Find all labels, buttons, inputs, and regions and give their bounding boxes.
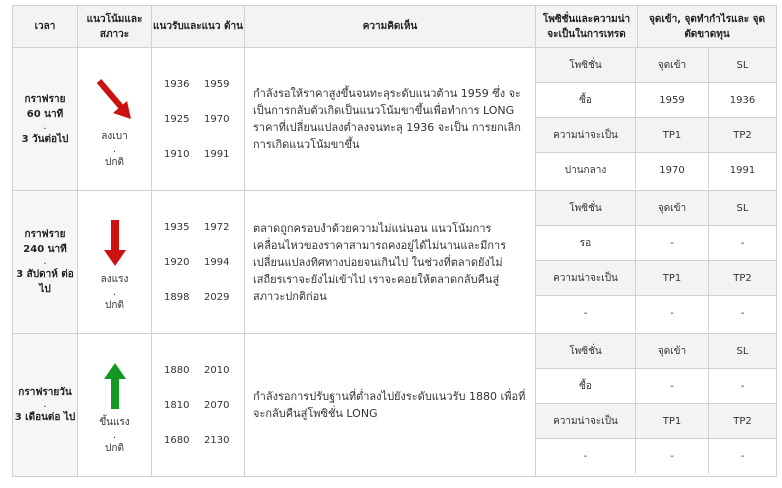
grid-cell: - [536, 296, 636, 331]
resistance-level: 1991 [204, 148, 230, 160]
forecast-table [12, 5, 777, 477]
support-level: 1910 [164, 148, 190, 160]
grid-cell: TP1 [636, 118, 709, 153]
grid-cell: - [709, 369, 776, 404]
position-grid [536, 191, 776, 331]
support-level: 1935 [164, 221, 190, 233]
grid-cell: 1991 [729, 165, 756, 176]
grid-cell: ความน่าจะเป็น [536, 118, 636, 153]
position-grid-cell [536, 191, 777, 334]
grid-cell: 1970 [636, 153, 709, 188]
header-levels: แนวรับและแนว ต้าน [152, 6, 245, 48]
grid-cell: TP2 [709, 118, 776, 153]
period-line: กราฟราย [24, 229, 66, 240]
grid-cell: - [536, 439, 636, 474]
comment-cell: กำลังรอให้ราคาสูงขึ้นจนทะลุระดับแนวต้าน 1959 ซึ่ง จะเป็นการกลับตัวเกิดเป็นแนวโน้มขาขึ้นเพื่อทำการ LONG ราคาที่เปลี่ยนแปลงต่ำลงจนทะลุ 1936 จะเป็น การยกเลิกการเกิดแนวโน้มขาขึ้น [245, 48, 536, 191]
down-arrow-icon [78, 213, 151, 273]
level-pair [164, 137, 244, 172]
grid-cell: - [636, 226, 709, 261]
level-pair [164, 245, 244, 280]
trend-cell [78, 191, 152, 334]
support-level: 1925 [164, 113, 190, 125]
grid-cell: - [740, 308, 745, 319]
trend-cell [78, 334, 152, 477]
level-pair [164, 210, 244, 245]
grid-cell: - [709, 226, 776, 261]
resistance-level: 1970 [204, 113, 230, 125]
grid-cell: โพซิชั่น [536, 48, 636, 83]
levels-cell [152, 334, 245, 477]
resistance-level: 2029 [204, 291, 230, 303]
period-line: 60 นาที [26, 108, 64, 120]
support-level: 1680 [164, 434, 190, 446]
grid-cell: รอ [536, 226, 636, 261]
header-position: โพซิชั่นและความน่า จะเป็นในการเทรด [536, 6, 638, 48]
period-dot: . [43, 399, 47, 410]
trend-state: ปกติ [105, 299, 124, 311]
grid-cell: SL [709, 334, 776, 369]
resistance-level: 1972 [204, 221, 230, 233]
position-grid-cell [536, 48, 777, 191]
period-dot: . [43, 120, 47, 132]
grid-cell: ปานกลาง [536, 153, 636, 188]
period-line: 3 เดือนต่อ ไป [14, 412, 76, 423]
support-level: 1880 [164, 364, 190, 376]
resistance-level: 1959 [204, 78, 230, 90]
grid-cell: ซื้อ [536, 369, 636, 404]
grid-cell: 1959 [636, 83, 709, 118]
trend-state: ปกติ [105, 442, 124, 454]
grid-cell: TP2 [709, 404, 776, 439]
header-row [13, 6, 777, 48]
resistance-level: 2130 [204, 434, 230, 446]
comment-cell: ตลาดถูกครอบงำด้วยความไม่แน่นอน แนวโน้มการ เคลื่อนไหวของราคาสามารถคงอยู่ได้ไม่นานและมีการ เปลี่ยนแปลงทิศทางบ่อยจนเกินไป ในช่วงที่ตลาดยังไม่ เสถียรเราจะยังไม่เข้าไป เราจะคอยให้ตลาดกลับคืนสู่ สภาวะปกติก่อน [245, 191, 536, 334]
levels-cell [152, 191, 245, 334]
period-cell [13, 48, 78, 191]
period-line: 3 สัปดาห์ ต่อไป [16, 269, 74, 295]
trend-dot: . [112, 429, 117, 441]
trend-word: ลงเบา [101, 130, 128, 142]
level-pair [164, 280, 244, 315]
position-grid [536, 48, 776, 188]
grid-cell: จุดเข้า [636, 48, 709, 83]
position-grid-cell [536, 334, 777, 477]
header-comment: ความคิดเห็น [245, 6, 536, 48]
grid-cell: จุดเข้า [636, 191, 709, 226]
grid-cell: SL [709, 48, 776, 83]
level-pair [164, 423, 244, 458]
grid-cell: TP1 [636, 261, 709, 296]
period-cell [13, 334, 78, 477]
level-pair [164, 353, 244, 388]
level-pair [164, 388, 244, 423]
down-right-arrow-icon [78, 70, 151, 130]
header-trend: แนวโน้มและ สภาวะ [78, 6, 152, 48]
levels-cell [152, 48, 245, 191]
period-line: 240 นาที [23, 244, 67, 255]
period-dot: . [43, 256, 47, 267]
grid-cell: - [740, 451, 745, 462]
support-level: 1810 [164, 399, 190, 411]
grid-cell: โพซิชั่น [536, 191, 636, 226]
trend-cell [78, 48, 152, 191]
trend-word: ขึ้นแรง [99, 416, 130, 428]
grid-cell: ความน่าจะเป็น [536, 404, 636, 439]
grid-cell: TP1 [636, 404, 709, 439]
grid-cell: 1936 [709, 83, 776, 118]
support-level: 1920 [164, 256, 190, 268]
grid-cell: SL [709, 191, 776, 226]
grid-cell: ซื้อ [536, 83, 636, 118]
header-entry: จุดเข้า, จุดทำกำไรและ จุดตัดขาดทุน [638, 6, 777, 48]
table-row [13, 48, 777, 191]
header-time: เวลา [13, 6, 78, 48]
period-line: กราฟราย [24, 93, 66, 105]
period-cell [13, 191, 78, 334]
trend-dot: . [112, 143, 117, 155]
table-row [13, 191, 777, 334]
level-pair [164, 67, 244, 102]
support-level: 1936 [164, 78, 190, 90]
period-line: กราฟรายวัน [18, 387, 72, 398]
grid-cell: - [636, 369, 709, 404]
resistance-level: 2010 [204, 364, 230, 376]
grid-cell: โพซิชั่น [536, 334, 636, 369]
grid-cell: - [636, 439, 709, 474]
resistance-level: 2070 [204, 399, 230, 411]
trend-dot: . [112, 286, 117, 298]
trend-word: ลงแรง [100, 273, 129, 285]
period-line: 3 วันต่อไป [21, 133, 69, 145]
trend-state: ปกติ [105, 156, 124, 168]
position-grid [536, 334, 776, 474]
table-row [13, 334, 777, 477]
grid-cell: TP2 [709, 261, 776, 296]
comment-cell: กำลังรอการปรับฐานที่ต่ำลงไปยังระดับแนวรับ 1880 เพื่อที่จะกลับคืนสู่โพซิชั่น LONG [245, 334, 536, 477]
up-arrow-icon [78, 356, 151, 416]
support-level: 1898 [164, 291, 190, 303]
level-pair [164, 102, 244, 137]
grid-cell: - [636, 296, 709, 331]
resistance-level: 1994 [204, 256, 230, 268]
grid-cell: จุดเข้า [636, 334, 709, 369]
grid-cell: ความน่าจะเป็น [536, 261, 636, 296]
